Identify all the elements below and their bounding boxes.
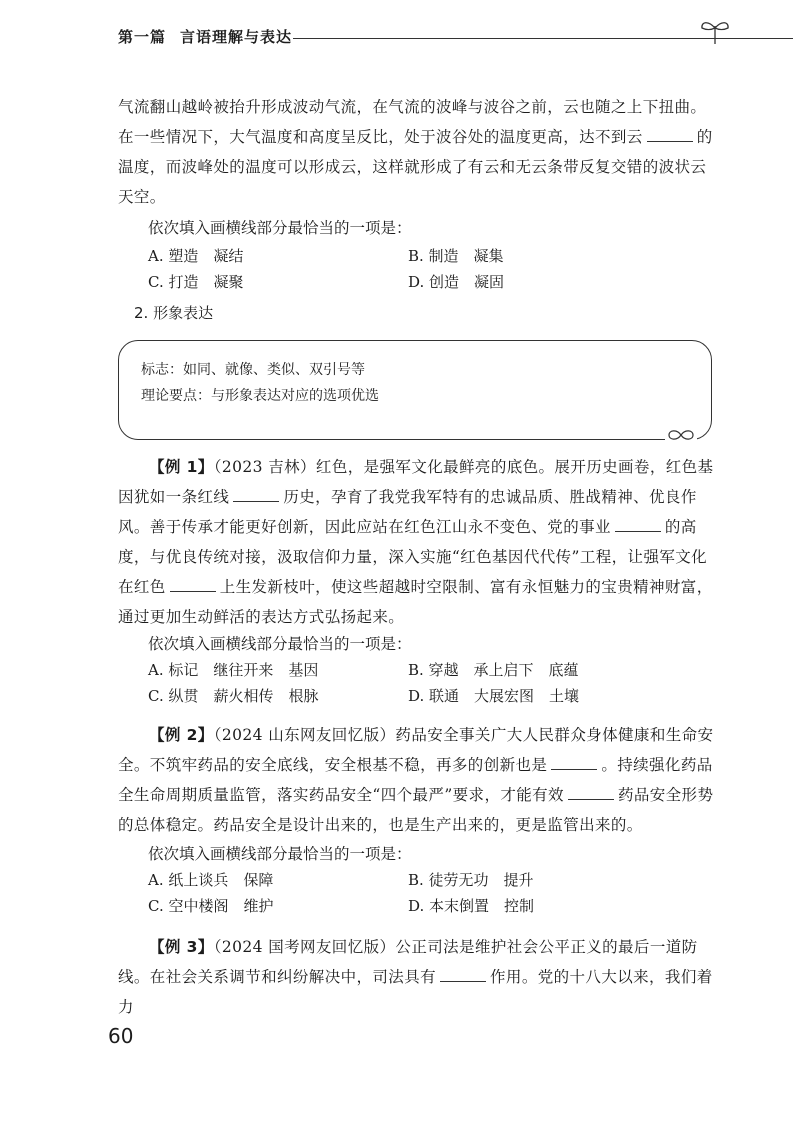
blank bbox=[551, 753, 597, 770]
example1-label: 【例 1】 bbox=[149, 458, 214, 476]
example1-source: （2023 吉林） bbox=[213, 458, 316, 476]
example2-option-a: A. 纸上谈兵 保障 bbox=[148, 871, 274, 889]
blank bbox=[440, 965, 486, 982]
example1-option-a: A. 标记 继往开来 基因 bbox=[148, 661, 319, 679]
example2-text-c: 药品安全形势的总体稳定。药品安全是设计出来的，也是生产出来的，更是监管出来的。 bbox=[118, 786, 714, 834]
blank bbox=[568, 783, 614, 800]
example2-text-b: 。持续强化药品全生命周期质量监管，落实药品安全“四个最严”要求，才能有效 bbox=[118, 756, 713, 804]
blank bbox=[615, 515, 661, 532]
example3-source: （2024 国考网友回忆版） bbox=[213, 938, 396, 956]
blank bbox=[647, 125, 693, 142]
leaf-ornament-icon bbox=[665, 427, 697, 443]
example2-question: 依次填入画横线部分最恰当的一项是： bbox=[148, 845, 412, 863]
example3-label: 【例 3】 bbox=[149, 938, 214, 956]
example1-paragraph bbox=[118, 452, 716, 632]
intro-text-b: 的温度，而波峰处的温度可以形成云，这样就形成了有云和无云条带反复交错的波状云天空。 bbox=[118, 128, 713, 206]
example1-text-b: 历史，孕育了我党我军特有的忠诚品质、胜战精神、优良作风。善于传承才能更好创新，因此应站在红色江山永不变色、党的事业 bbox=[118, 488, 697, 536]
intro-paragraph bbox=[118, 92, 716, 212]
intro-option-a: A. 塑造 凝结 bbox=[148, 247, 244, 265]
intro-option-c: C. 打造 凝聚 bbox=[148, 273, 244, 291]
chapter-label: 第一篇 bbox=[118, 28, 167, 46]
sprout-icon bbox=[698, 16, 732, 46]
intro-text-a: 气流翻山越岭被抬升形成波动气流，在气流的波峰与波谷之前，云也随之上下扭曲。在一些情况下，大气温度和高度呈反比，处于波谷处的温度更高，达不到云 bbox=[118, 98, 707, 146]
example1-question: 依次填入画横线部分最恰当的一项是： bbox=[148, 635, 412, 653]
note-box bbox=[118, 340, 712, 440]
page-number: 60 bbox=[108, 1024, 134, 1048]
blank bbox=[170, 575, 216, 592]
example3-text-b: 作用。党的十八大以来，我们着力 bbox=[118, 968, 713, 1016]
example2-text-a: 药品安全事关广大人民群众身体健康和生命安全。不筑牢药品的安全底线，安全根基不稳，再多的创新也是 bbox=[118, 726, 714, 774]
example1-option-c: C. 纵贯 薪火相传 根脉 bbox=[148, 687, 319, 705]
example2-label: 【例 2】 bbox=[149, 726, 214, 744]
example2-option-b: B. 徒劳无功 提升 bbox=[408, 871, 534, 889]
running-header bbox=[118, 22, 718, 62]
example2-source: （2024 山东网友回忆版） bbox=[213, 726, 396, 744]
example3-text-a: 公正司法是维护社会公平正义的最后一道防线。在社会关系调节和纠纷解决中，司法具有 bbox=[118, 938, 698, 986]
example1-option-d: D. 联通 大展宏图 土壤 bbox=[408, 687, 580, 705]
example1-text-a: 红色，是强军文化最鲜亮的底色。展开历史画卷，红色基因犹如一条红线 bbox=[118, 458, 714, 506]
example3-paragraph bbox=[118, 932, 716, 1022]
note-line-2: 理论要点：与形象表达对应的选项优选 bbox=[141, 388, 379, 404]
intro-option-d: D. 创造 凝固 bbox=[408, 273, 505, 291]
example1-option-b: B. 穿越 承上启下 底蕴 bbox=[408, 661, 579, 679]
intro-option-b: B. 制造 凝集 bbox=[408, 247, 504, 265]
section-title: 言语理解与表达 bbox=[180, 28, 293, 46]
example1-text-c: 的高度，与优良传统对接，汲取信仰力量，深入实施“红色基因代代传”工程，让强军文化在红色 bbox=[118, 518, 708, 596]
subheading: 2. 形象表达 bbox=[134, 304, 214, 322]
example1-text-d: 上生发新枝叶，使这些超越时空限制、富有永恒魅力的宝贵精神财富，通过更加生动鲜活的表达方式弘扬起来。 bbox=[118, 578, 713, 626]
note-line-1: 标志：如同、就像、类似、双引号等 bbox=[141, 362, 365, 378]
example2-paragraph bbox=[118, 720, 716, 840]
intro-question: 依次填入画横线部分最恰当的一项是： bbox=[148, 219, 412, 237]
example2-option-d: D. 本末倒置 控制 bbox=[408, 897, 535, 915]
blank bbox=[233, 485, 279, 502]
example2-option-c: C. 空中楼阁 维护 bbox=[148, 897, 274, 915]
